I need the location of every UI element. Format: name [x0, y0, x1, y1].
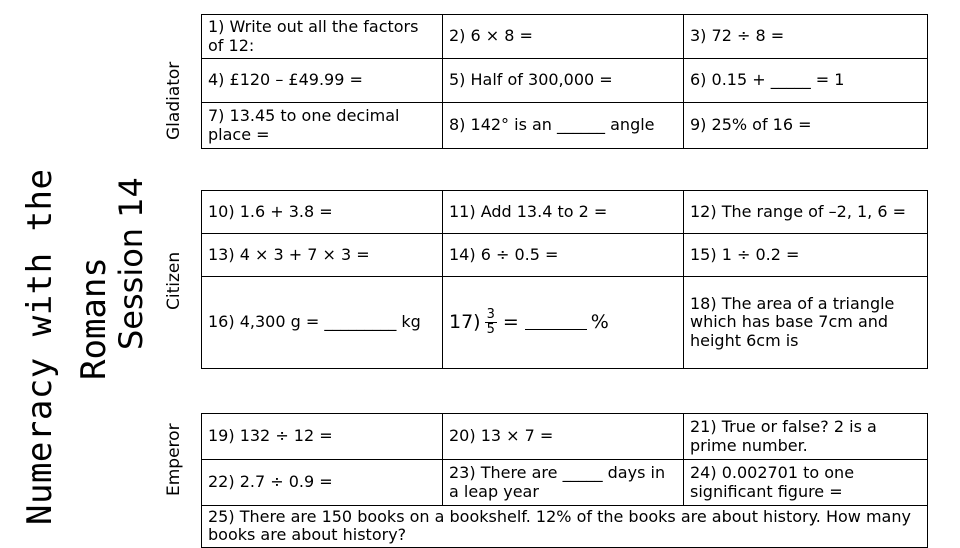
question-14: 14) 6 ÷ 0.5 = — [443, 234, 684, 277]
question-4: 4) £120 – £49.99 = — [202, 59, 443, 103]
session-label: Session 14 — [112, 177, 150, 350]
question-25: 25) There are 150 books on a bookshelf. 12% of the books are about history. How many books are about history? — [202, 506, 928, 548]
question-5: 5) Half of 300,000 = — [443, 59, 684, 103]
question-10: 10) 1.6 + 3.8 = — [202, 191, 443, 234]
question-2: 2) 6 × 8 = — [443, 15, 684, 59]
fraction-numerator: 3 — [486, 306, 495, 322]
question-3: 3) 72 ÷ 8 = — [684, 15, 928, 59]
title-line-1: Numeracy with the — [20, 168, 60, 525]
question-13: 13) 4 × 3 + 7 × 3 = — [202, 234, 443, 277]
emperor-questions-table — [201, 413, 928, 548]
fraction — [485, 308, 497, 338]
question-22: 22) 2.7 ÷ 0.9 = — [202, 460, 443, 506]
title-line-2: Romans — [74, 257, 114, 380]
question-6: 6) 0.15 + _____ = 1 — [684, 59, 928, 103]
question-15: 15) 1 ÷ 0.2 = — [684, 234, 928, 277]
citizen-questions-table — [201, 190, 928, 369]
question-17 — [443, 277, 684, 369]
question-11: 11) Add 13.4 to 2 = — [443, 191, 684, 234]
level-label-gladiator: Gladiator — [164, 61, 184, 140]
question-19: 19) 132 ÷ 12 = — [202, 414, 443, 460]
level-label-citizen: Citizen — [164, 251, 184, 310]
question-7: 7) 13.45 to one decimal place = — [202, 103, 443, 149]
question-18: 18) The area of a triangle which has base 7cm and height 6cm is — [684, 277, 928, 369]
question-1: 1) Write out all the factors of 12: — [202, 15, 443, 59]
question-12: 12) The range of –2, 1, 6 = — [684, 191, 928, 234]
gladiator-questions-table — [201, 14, 928, 149]
question-21: 21) True or false? 2 is a prime number. — [684, 414, 928, 460]
question-17-number: 17) — [449, 310, 481, 333]
question-9: 9) 25% of 16 = — [684, 103, 928, 149]
question-24: 24) 0.002701 to one significant figure = — [684, 460, 928, 506]
question-8: 8) 142° is an ______ angle — [443, 103, 684, 149]
question-23: 23) There are _____ days in a leap year — [443, 460, 684, 506]
question-16: 16) 4,300 g = _________ kg — [202, 277, 443, 369]
level-label-emperor: Emperor — [164, 423, 184, 496]
answer-blank — [525, 315, 587, 330]
percent-sign: % — [590, 310, 609, 333]
question-20: 20) 13 × 7 = — [443, 414, 684, 460]
equals-sign: = — [502, 310, 519, 333]
fraction-denominator: 5 — [486, 322, 495, 337]
